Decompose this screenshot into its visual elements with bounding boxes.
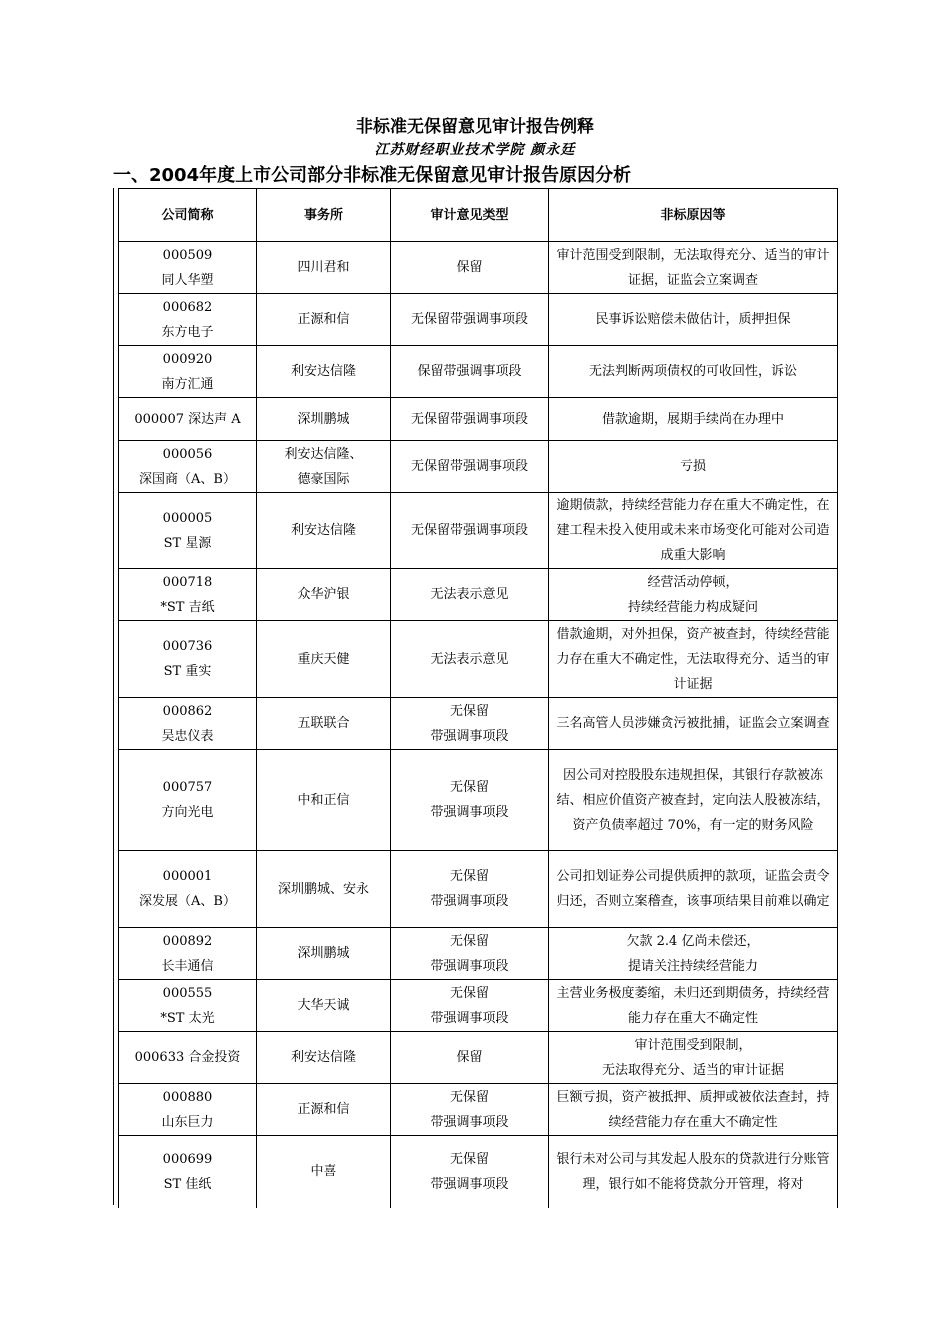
company-cell-line: 方向光电 xyxy=(161,805,214,820)
header-reason: 非标原因等 xyxy=(549,189,838,242)
opinion-cell-line: 带强调事项段 xyxy=(430,1176,509,1192)
firm-cell-line: 重庆天健 xyxy=(297,651,350,667)
reason-cell-line: 银行未对公司与其发起人股东的贷款进行分账管理，银行如不能将贷款分开管理，将对 xyxy=(556,1151,830,1192)
company-cell-line: 南方汇通 xyxy=(161,376,214,392)
firm-cell xyxy=(257,294,391,346)
firm-cell-line: 正源和信 xyxy=(297,1102,350,1117)
company-cell xyxy=(119,621,257,698)
reason-cell xyxy=(549,242,838,294)
opinion-cell-line: 无保留 xyxy=(449,1151,489,1167)
company-cell-line: 000920 xyxy=(162,351,213,367)
firm-cell xyxy=(257,398,391,441)
company-cell xyxy=(119,1032,257,1084)
opinion-cell-line: 无保留 xyxy=(449,703,489,719)
table-row xyxy=(119,928,838,980)
company-cell xyxy=(119,398,257,441)
firm-cell xyxy=(257,493,391,569)
opinion-cell-line: 无法表示意见 xyxy=(430,651,509,667)
firm-cell xyxy=(257,1032,391,1084)
opinion-cell-line: 无保留带强调事项段 xyxy=(410,411,528,427)
company-cell xyxy=(119,1136,257,1208)
firm-cell xyxy=(257,346,391,398)
opinion-cell xyxy=(391,1032,549,1084)
opinion-cell-line: 保留 xyxy=(456,1050,483,1065)
opinion-cell-line: 无保留带强调事项段 xyxy=(410,459,528,474)
reason-cell-line: 借款逾期，展期手续尚在办理中 xyxy=(601,411,784,427)
company-cell xyxy=(119,928,257,980)
opinion-cell xyxy=(391,398,549,441)
reason-cell-line: 审计范围受到限制， xyxy=(634,1037,752,1053)
firm-cell-line: 深圳鹏城 xyxy=(297,411,350,427)
company-cell-line: 山东巨力 xyxy=(161,1114,214,1130)
company-cell-line: 吴忠仪表 xyxy=(161,728,214,744)
table-row xyxy=(119,851,838,928)
reason-cell xyxy=(549,928,838,980)
reason-cell-line: 民事诉讼赔偿未做估计，质押担保 xyxy=(595,312,791,327)
opinion-cell xyxy=(391,851,549,928)
table-row xyxy=(119,1032,838,1084)
opinion-cell-line: 带强调事项段 xyxy=(430,728,509,744)
company-cell xyxy=(119,980,257,1032)
opinion-cell xyxy=(391,1084,549,1136)
company-cell-line: 000005 xyxy=(162,510,213,526)
company-cell-line: ST 星源 xyxy=(163,535,212,551)
company-cell-line: 000862 xyxy=(162,703,213,719)
company-cell-line: 000633 合金投资 xyxy=(134,1050,241,1065)
firm-cell xyxy=(257,242,391,294)
table-header-row xyxy=(119,189,838,242)
opinion-cell-line: 带强调事项段 xyxy=(430,805,509,820)
opinion-cell xyxy=(391,242,549,294)
opinion-cell-line: 保留 xyxy=(456,260,483,275)
company-cell-line: *ST 吉纸 xyxy=(160,599,215,615)
firm-cell-line: 德豪国际 xyxy=(297,471,350,487)
table-row xyxy=(119,1136,838,1208)
company-cell-line: 000757 xyxy=(162,780,213,795)
company-cell-line: 000007 深达声 A xyxy=(134,411,241,427)
reason-cell-line: 审计范围受到限制，无法取得充分、适当的审计证据，证监会立案调查 xyxy=(556,247,830,288)
opinion-cell-line: 无保留 xyxy=(449,1089,489,1105)
reason-cell xyxy=(549,851,838,928)
reason-cell-line: 借款逾期，对外担保，资产被查封，待续经营能力存在重大不确定性，无法取得充分、适当的审计证据 xyxy=(556,626,830,692)
company-cell-line: ST 重实 xyxy=(163,664,212,679)
reason-cell xyxy=(549,698,838,750)
opinion-cell-line: 无法表示意见 xyxy=(430,587,509,602)
table-row xyxy=(119,441,838,493)
table-row xyxy=(119,346,838,398)
firm-cell-line: 五联联合 xyxy=(297,716,350,731)
company-cell xyxy=(119,441,257,493)
opinion-cell-line: 无保留 xyxy=(449,780,489,795)
opinion-cell xyxy=(391,346,549,398)
company-cell xyxy=(119,750,257,851)
left-margin-rule xyxy=(113,851,114,1205)
opinion-cell xyxy=(391,569,549,621)
company-cell-line: 000718 xyxy=(162,574,213,590)
opinion-cell-line: 无保留 xyxy=(449,985,489,1001)
reason-cell xyxy=(549,1032,838,1084)
opinion-cell xyxy=(391,493,549,569)
firm-cell xyxy=(257,851,391,928)
firm-cell xyxy=(257,441,391,493)
firm-cell xyxy=(257,569,391,621)
opinion-cell xyxy=(391,294,549,346)
company-cell xyxy=(119,493,257,569)
reason-cell xyxy=(549,621,838,698)
reason-cell xyxy=(549,980,838,1032)
table-row xyxy=(119,621,838,698)
firm-cell-line: 四川君和 xyxy=(297,260,350,275)
header-firm: 事务所 xyxy=(257,189,391,242)
reason-cell-line: 公司扣划证券公司提供质押的款项，证监会责令归还，否则立案稽查，该事项结果目前难以确定 xyxy=(556,869,830,909)
firm-cell-line: 中喜 xyxy=(310,1164,337,1180)
reason-cell-line: 逾期债款，持续经营能力存在重大不确定性，在建工程未投入使用或未来市场变化可能对公司造成重大影响 xyxy=(556,498,830,563)
opinion-cell-line: 无保留 xyxy=(449,933,489,949)
firm-cell-line: 利安达信隆 xyxy=(290,1050,356,1065)
opinion-cell xyxy=(391,698,549,750)
company-cell xyxy=(119,346,257,398)
reason-cell xyxy=(549,493,838,569)
firm-cell xyxy=(257,750,391,851)
opinion-cell xyxy=(391,441,549,493)
reason-cell xyxy=(549,569,838,621)
table-row xyxy=(119,980,838,1032)
left-margin-rule xyxy=(113,188,114,851)
opinion-cell xyxy=(391,928,549,980)
reason-cell-line: 提请关注持续经营能力 xyxy=(627,958,758,974)
opinion-cell-line: 带强调事项段 xyxy=(430,958,509,974)
reason-cell-line: 三名高管人员涉嫌贪污被批捕，证监会立案调查 xyxy=(556,716,830,731)
opinion-cell xyxy=(391,621,549,698)
firm-cell-line: 正源和信 xyxy=(297,312,350,327)
opinion-cell-line: 无保留带强调事项段 xyxy=(410,523,528,538)
firm-cell xyxy=(257,621,391,698)
company-cell xyxy=(119,569,257,621)
opinion-cell-line: 保留带强调事项段 xyxy=(417,364,522,379)
company-cell-line: 深发展（A、B） xyxy=(139,894,236,909)
reason-cell xyxy=(549,294,838,346)
reason-cell-line: 无法判断两项债权的可收回性，诉讼 xyxy=(588,364,797,379)
company-cell-line: 000699 xyxy=(162,1151,213,1167)
table-row xyxy=(119,294,838,346)
company-cell-line: ST 佳纸 xyxy=(163,1176,212,1192)
firm-cell xyxy=(257,1136,391,1208)
firm-cell-line: 利安达信隆、 xyxy=(284,446,363,462)
firm-cell-line: 众华沪银 xyxy=(297,587,350,602)
firm-cell-line: 利安达信隆 xyxy=(290,364,356,379)
table-row xyxy=(119,1084,838,1136)
table-row xyxy=(119,242,838,294)
company-cell-line: 000001 xyxy=(162,869,213,884)
opinion-cell-line: 带强调事项段 xyxy=(430,1010,509,1026)
company-cell xyxy=(119,242,257,294)
opinion-cell xyxy=(391,750,549,851)
firm-cell xyxy=(257,980,391,1032)
reason-cell-line: 无法取得充分、适当的审计证据 xyxy=(601,1062,784,1078)
company-cell-line: *ST 太光 xyxy=(160,1010,215,1026)
table-row xyxy=(119,493,838,569)
company-cell-line: 长丰通信 xyxy=(161,958,214,974)
firm-cell-line: 深圳鹏城、安永 xyxy=(277,881,369,897)
company-cell-line: 000682 xyxy=(162,299,213,315)
opinion-cell-line: 带强调事项段 xyxy=(430,1114,509,1130)
firm-cell xyxy=(257,1084,391,1136)
company-cell xyxy=(119,1084,257,1136)
reason-cell xyxy=(549,750,838,851)
opinion-cell-line: 带强调事项段 xyxy=(430,894,509,909)
company-cell-line: 同人华塑 xyxy=(161,272,214,288)
firm-cell-line: 中和正信 xyxy=(297,792,350,808)
table-row xyxy=(119,398,838,441)
header-opinion-type: 审计意见类型 xyxy=(391,189,549,242)
company-cell xyxy=(119,851,257,928)
reason-cell xyxy=(549,1136,838,1208)
reason-cell xyxy=(549,441,838,493)
company-cell xyxy=(119,698,257,750)
company-cell-line: 000555 xyxy=(162,985,213,1001)
firm-cell-line: 大华天诚 xyxy=(297,998,350,1013)
opinion-cell-line: 无保留 xyxy=(449,869,489,884)
reason-cell xyxy=(549,398,838,441)
opinion-cell xyxy=(391,980,549,1032)
company-cell-line: 000509 xyxy=(162,247,213,263)
firm-cell xyxy=(257,928,391,980)
document-title: 非标准无保留意见审计报告例释 xyxy=(356,117,594,137)
document-author: 江苏财经职业技术学院 颜永廷 xyxy=(374,142,576,158)
reason-cell-line: 巨额亏损，资产被抵押、质押或被依法查封，持续经营能力存在重大不确定性 xyxy=(556,1089,830,1130)
opinion-cell xyxy=(391,1136,549,1208)
table-row xyxy=(119,750,838,851)
audit-opinion-table xyxy=(118,188,838,1208)
company-cell-line: 000056 xyxy=(162,446,213,462)
section-heading: 一、2004年度上市公司部分非标准无保留意见审计报告原因分析 xyxy=(113,165,632,186)
reason-cell xyxy=(549,346,838,398)
firm-cell xyxy=(257,698,391,750)
company-cell-line: 000892 xyxy=(162,933,213,949)
reason-cell xyxy=(549,1084,838,1136)
company-cell-line: 000880 xyxy=(162,1089,213,1105)
opinion-cell-line: 无保留带强调事项段 xyxy=(410,312,528,327)
reason-cell-line: 经营活动停顿， xyxy=(647,574,739,590)
company-cell-line: 东方电子 xyxy=(161,324,214,340)
table-row xyxy=(119,698,838,750)
company-cell xyxy=(119,294,257,346)
table-body xyxy=(119,242,838,1208)
header-company: 公司简称 xyxy=(119,189,257,242)
company-cell-line: 深国商（A、B） xyxy=(139,471,236,487)
firm-cell-line: 利安达信隆 xyxy=(290,523,356,538)
reason-cell-line: 因公司对控股股东违规担保，其银行存款被冻结、相应价值资产被查封，定向法人股被冻结，资产负债率超过 70%，有一定的财务风险 xyxy=(556,767,830,833)
reason-cell-line: 主营业务极度萎缩，未归还到期债务，持续经营能力存在重大不确定性 xyxy=(556,985,830,1026)
reason-cell-line: 持续经营能力构成疑问 xyxy=(627,599,758,615)
reason-cell-line: 亏损 xyxy=(679,459,706,474)
firm-cell-line: 深圳鹏城 xyxy=(297,946,350,961)
company-cell-line: 000736 xyxy=(162,639,213,654)
table-row xyxy=(119,569,838,621)
reason-cell-line: 欠款 2.4 亿尚未偿还， xyxy=(626,933,760,949)
